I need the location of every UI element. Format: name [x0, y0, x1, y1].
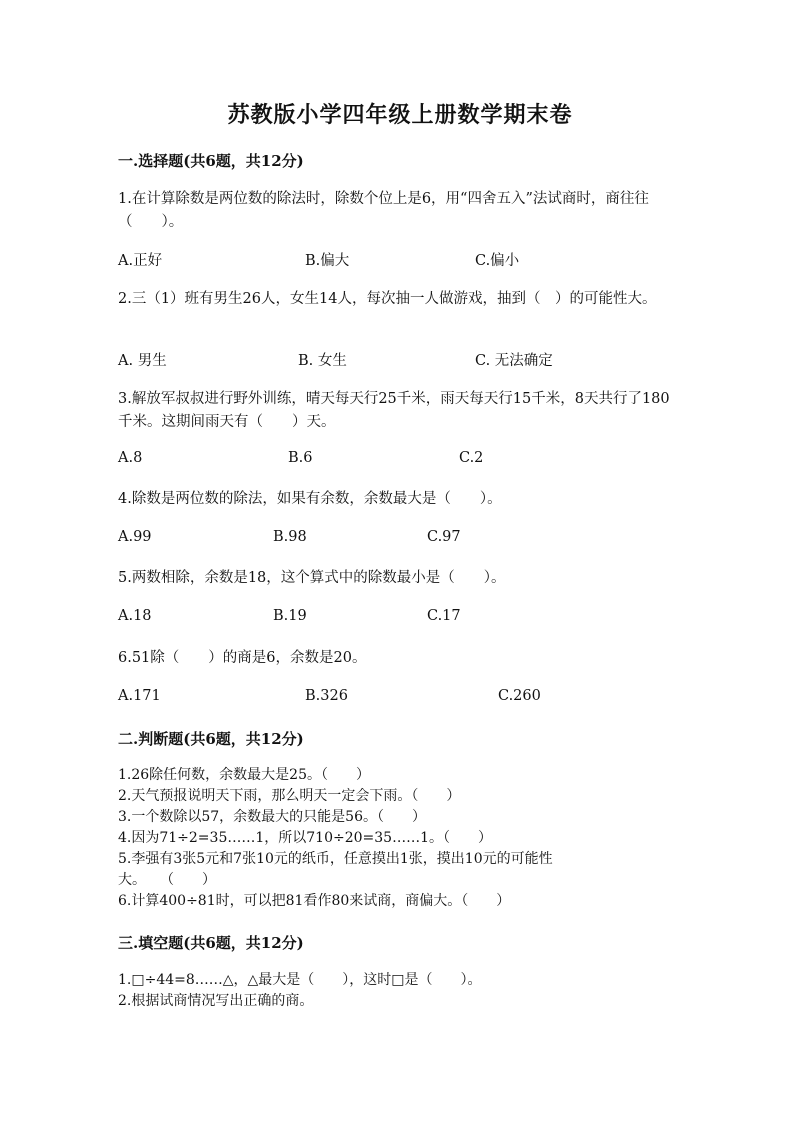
option-b: B.6 — [288, 450, 313, 466]
judgment-item: 4.因为71÷2=35……1，所以710÷20=35……1。（ ） — [118, 830, 492, 846]
judgment-item: 2.天气预报说明天下雨，那么明天一定会下雨。（ ） — [118, 788, 461, 804]
option-b: B. 女生 — [298, 353, 347, 369]
question-text: 5.两数相除，余数是18，这个算式中的除数最小是（ ）。 — [118, 570, 506, 586]
option-c: C.260 — [498, 688, 541, 704]
option-c: C.17 — [427, 608, 461, 624]
question-text: 2.三（1）班有男生26人，女生14人，每次抽一人做游戏，抽到（ ）的可能性大。 — [118, 291, 657, 307]
judgment-item: 5.李强有3张5元和7张10元的纸币，任意摸出1张，摸出10元的可能性 — [118, 851, 553, 867]
fill-blank-item: 1.□÷44=8……△，△最大是（ ），这时□是（ ）。 — [118, 972, 482, 988]
judgment-item-continuation: 大。 （ ） — [118, 872, 216, 888]
option-c: C.2 — [459, 450, 484, 466]
question-text: 3.解放军叔叔进行野外训练，晴天每天行25千米，雨天每天行15千米，8天共行了180千米。这期间雨天有（ ）天。 — [118, 391, 670, 430]
question-text: 4.除数是两位数的除法，如果有余数，余数最大是（ ）。 — [118, 491, 502, 507]
judgment-item: 6.计算400÷81时，可以把81看作80来试商，商偏大。（ ） — [118, 893, 511, 909]
section-heading-judgment: 二.判断题(共6题，共12分) — [118, 730, 304, 748]
option-c: C.偏小 — [475, 253, 520, 269]
option-b: B.326 — [305, 688, 348, 704]
option-a: A. 男生 — [118, 353, 167, 369]
page-title: 苏教版小学四年级上册数学期末卷 — [227, 102, 573, 128]
option-b: B.19 — [273, 608, 307, 624]
judgment-item: 3.一个数除以57，余数最大的只能是56。（ ） — [118, 809, 426, 825]
option-a: A.99 — [118, 529, 152, 545]
option-c: C.97 — [427, 529, 461, 545]
option-c: C. 无法确定 — [475, 353, 553, 369]
judgment-item: 1.26除任何数，余数最大是25。（ ） — [118, 767, 370, 783]
option-b: B.偏大 — [305, 253, 350, 269]
section-heading-fill-blank: 三.填空题(共6题，共12分) — [118, 934, 304, 952]
option-a: A.171 — [118, 688, 161, 704]
option-b: B.98 — [273, 529, 307, 545]
section-heading-choice: 一.选择题(共6题，共12分) — [118, 152, 304, 170]
fill-blank-item: 2.根据试商情况写出正确的商。 — [118, 993, 314, 1009]
option-a: A.18 — [118, 608, 152, 624]
question-text: 6.51除（ ）的商是6，余数是20。 — [118, 650, 367, 666]
option-a: A.正好 — [118, 253, 163, 269]
question-text: 1.在计算除数是两位数的除法时，除数个位上是6，用“四舍五入”法试商时，商往往（ ）。 — [118, 191, 649, 230]
option-a: A.8 — [118, 450, 143, 466]
